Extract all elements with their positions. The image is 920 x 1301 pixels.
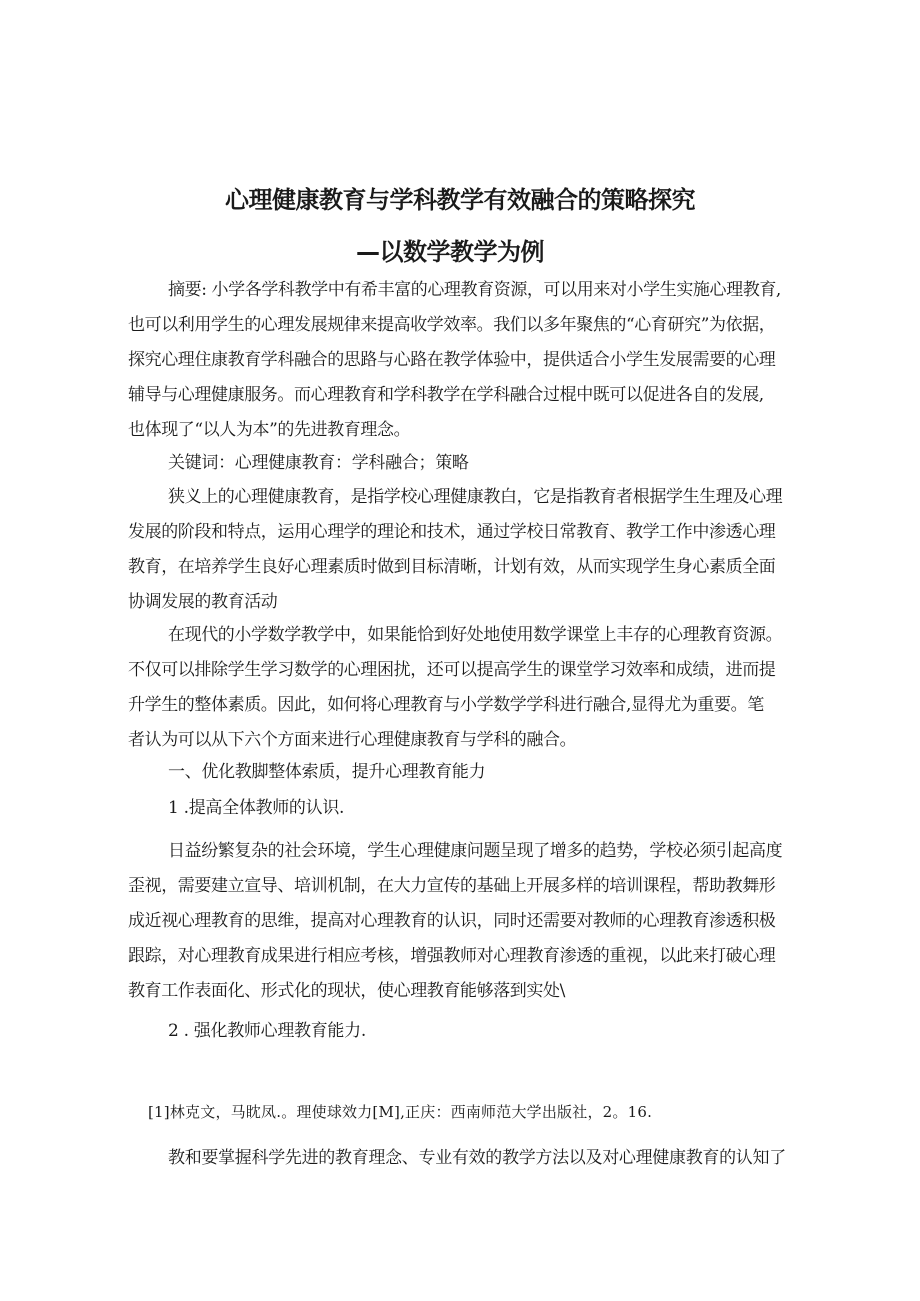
subsection-heading-1: 1 .提高全体教师的认识. bbox=[168, 798, 345, 818]
trailing-line: 教和要掌握科学先进的教育理念、专业有效的教学方法以及对心理健康教育的认知了 bbox=[168, 1148, 786, 1168]
paragraph-line: 日益纷繁复杂的社会环境，学生心理健康问题呈现了增多的趋势，学校必须引起高度 bbox=[168, 841, 783, 861]
paragraph-line: 在现代的小学数学教学中，如果能恰到好处地使用数学课堂上丰存的心理教育资源。 bbox=[168, 625, 783, 645]
paragraph-line: 歪视，需要建立宣导、培训机制，在大力宣传的基础上开展多样的培训课程，帮助教舞形 bbox=[128, 876, 776, 896]
paragraph-line: 者认为可以从下六个方面来进行心理健康教育与学科的融合。 bbox=[128, 730, 577, 750]
subsection-heading-2: 2 . 强化教师心理教育能力. bbox=[168, 1021, 366, 1041]
document-subtitle: —以数学教学为例 bbox=[356, 238, 544, 266]
body-paragraph-3 bbox=[128, 834, 792, 1009]
footnote: [1]林克文，马眈凤.。理使球效力[M],正庆：西南师范大学出版社，2。16. bbox=[148, 1103, 653, 1121]
paragraph-line: 协调发展的教育活动 bbox=[128, 592, 278, 612]
body-paragraph-1 bbox=[128, 480, 792, 620]
body-paragraph-2 bbox=[128, 618, 792, 758]
abstract-paragraph bbox=[128, 273, 792, 448]
paragraph-line: 教育，在培养学生良好心理素质时做到目标清晰，计划有效，从而实现学生身心素质全面 bbox=[128, 557, 776, 577]
abstract-line: 辅导与心理健康服务。而心理教育和学科教学在学科融合过棍中既可以促进各自的发展, bbox=[128, 385, 764, 405]
paragraph-line: 升学生的整体素质。因此，如何将心理教育与小学数学学科进行融合,显得尤为重要。笔 bbox=[128, 695, 764, 715]
keywords-line: 关键词：心理健康教育：学科融合；策略 bbox=[168, 453, 469, 473]
paragraph-line: 发展的阶段和特点，运用心理学的理论和技术，通过学校日常教育、教学工作中渗透心理 bbox=[128, 522, 776, 542]
paragraph-line: 教育工作表面化、形式化的现状，使心理教育能够落到实处\ bbox=[128, 981, 565, 1001]
paragraph-line: 狭义上的心理健康教育，是指学校心理健康教白，它是指教育者根据学生生理及心理 bbox=[168, 487, 783, 507]
paragraph-line: 不仅可以排除学生学习数学的心理困扰，还可以提高学生的课堂学习效率和成绩，进而提 bbox=[128, 660, 776, 680]
section-heading-1: 一、优化教脚整体索质，提升心理教育能力 bbox=[168, 762, 486, 782]
abstract-line: 探究心理住康教育学科融合的思路与心路在教学体验中，提供适合小学生发展需要的心理 bbox=[128, 350, 776, 370]
document-title: 心理健康教育与学科教学有效融合的策略探究 bbox=[225, 186, 695, 214]
abstract-line: 摘要: 小学各学科教学中有希丰富的心理教育资源，可以用来对小学生实施心理教育, bbox=[168, 280, 781, 300]
paragraph-line: 成近视心理教育的思维，提高对心理教育的认识，同时还需要对教师的心理教育渗透积极 bbox=[128, 911, 776, 931]
paragraph-line: 跟踪，对心理教育成果进行相应考核，增强教师对心理教育渗透的重视，以此来打破心理 bbox=[128, 946, 776, 966]
abstract-line: 也可以利用学生的心理发展规律来提高收学效率。我们以多年聚焦的“心育研究”为依据， bbox=[128, 315, 776, 335]
abstract-line: 也体现了“以人为本”的先进教育理念。 bbox=[128, 420, 411, 440]
